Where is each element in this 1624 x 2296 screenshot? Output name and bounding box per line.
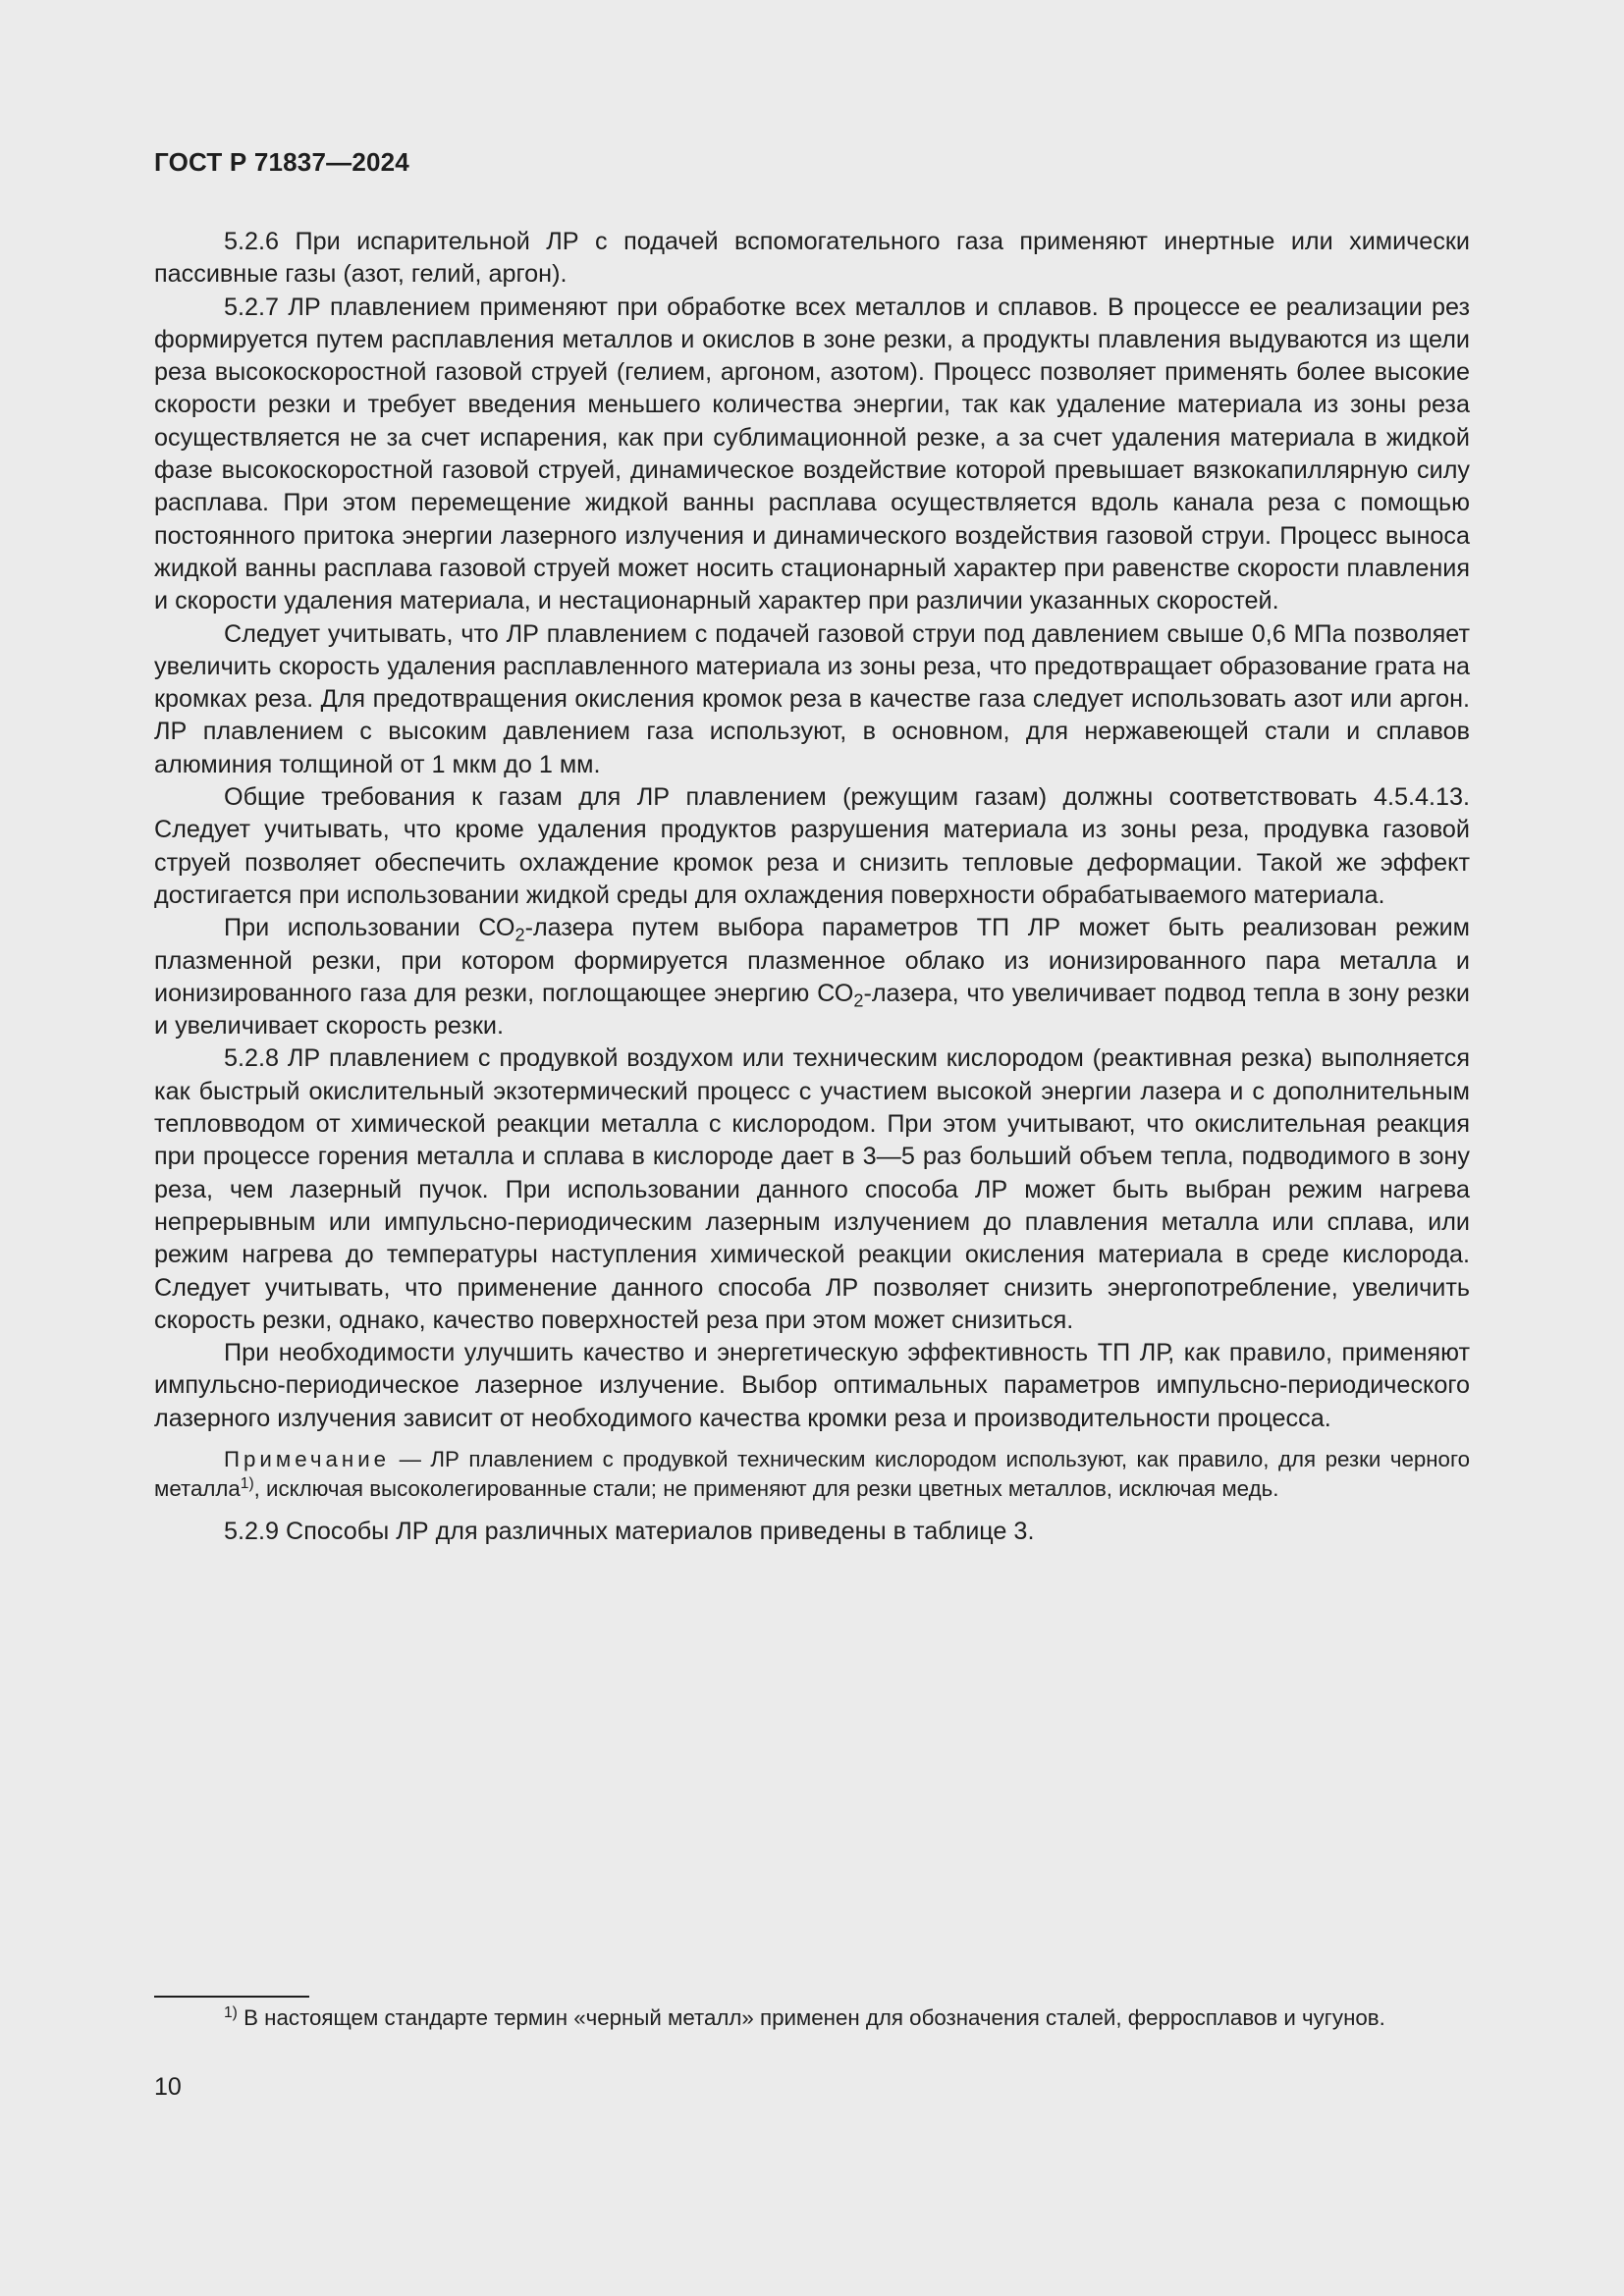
- note-text-part-1: — ЛР плавлением с продувкой техническим кислородом используют, как правило, для резки черного металла: [154, 1446, 1470, 1501]
- paragraph-5-2-7: 5.2.7 ЛР плавлением применяют при обработке всех металлов и сплавов. В процессе ее реализации рез формируется путем расплавления металлов и окислов в зоне резки, а продукты плавления выдуваются из щели реза высокоскоростной газовой струей (гелием, аргоном, азотом). Процесс позволяет применять более высокие скорости резки и требует введения меньшего количества энергии, так как удаление материала из зоны реза осуществляется не за счет испарения, как при сублимационной резке, а за счет удаления материала в жидкой фазе высокоскоростной газовой струей, динамическое воздействие которой превышает вязкокапиллярную силу расплава. При этом перемещение жидкой ванны расплава осуществляется вдоль канала реза с помощью постоянного притока энергии лазерного излучения и динамического воздействия газовой струи. Процесс выноса жидкой ванны расплава газовой струей может носить стационарный характер при равенстве скорости плавления и скорости удаления материала, и нестационарный характер при различии указанных скоростей.: [154, 293, 1470, 615]
- paragraph-5-2-6: 5.2.6 При испарительной ЛР с подачей вспомогательного газа применяют инертные или химически пассивные газы (азот, гелий, аргон).: [154, 228, 1470, 289]
- paragraph-co2-laser: [154, 912, 1470, 1042]
- co2-text-part-3: -лазера, что увеличивает подвод тепла в зону резки и увеличивает скорость резки.: [154, 979, 1470, 1041]
- document-header: ГОСТ Р 71837—2024: [154, 147, 409, 177]
- co2-subscript-2: 2: [853, 990, 864, 1011]
- footnote: [154, 2002, 1470, 2033]
- co2-text-part-1: При использовании СО: [224, 914, 515, 942]
- footnote-marker: 1): [224, 2004, 238, 2022]
- document-body: [154, 226, 1470, 1548]
- page-number: 10: [154, 2073, 182, 2101]
- paragraph-gas-requirements: Общие требования к газам для ЛР плавлением (режущим газам) должны соответствовать 4.5.4.13. Следует учитывать, что кроме удаления продуктов разрушения материала из зоны реза, продувка газовой струей позволяет обеспечить охлаждение кромок реза и снизить тепловые деформации. Такой же эффект достигается при использовании жидкой среды для охлаждения поверхности обрабатываемого материала.: [154, 783, 1470, 909]
- paragraph-gas-pressure: Следует учитывать, что ЛР плавлением с подачей газовой струи под давлением свыше 0,6 МПа позволяет увеличить скорость удаления расплавленного материала из зоны реза, что предотвращает образование грата на кромках реза. Для предотвращения окисления кромок реза в качестве газа следует использовать азот или аргон. ЛР плавлением с высоким давлением газа используют, в основном, для нержавеющей стали и сплавов алюминия толщиной от 1 мкм до 1 мм.: [154, 619, 1470, 778]
- note: [154, 1445, 1470, 1504]
- paragraph-5-2-8: 5.2.8 ЛР плавлением с продувкой воздухом или техническим кислородом (реактивная резка) выполняется как быстрый окислительный экзотермический процесс с участием высокой энергии лазера и с дополнительным тепловводом от химической реакции металла с кислородом. При этом учитывают, что окислительная реакция при процессе горения металла и сплава в кислороде дает в 3—5 раз больший объем тепла, подводимого в зону реза, чем лазерный пучок. При использовании данного способа ЛР может быть выбран режим нагрева непрерывным или импульсно-периодическим лазерным излучением до плавления металла или сплава, или режим нагрева до температуры наступления химической реакции окисления материала в среде кислорода. Следует учитывать, что применение данного способа ЛР позволяет снизить энергопотребление, увеличить скорость резки, однако, качество поверхностей реза при этом может снизиться.: [154, 1044, 1470, 1334]
- paragraph-pulse-mode: При необходимости улучшить качество и энергетическую эффективность ТП ЛР, как правило, применяют импульсно-периодическое лазерное излучение. Выбор оптимальных параметров импульсно-периодического лазерного излучения зависит от необходимого качества кромки реза и производительности процесса.: [154, 1339, 1470, 1432]
- co2-text-part-2: -лазера путем выбора параметров ТП ЛР может быть реализован режим плазменной резки, при котором формируется плазменное облако из ионизированного пара металла и ионизированного газа для резки, поглощающее энергию СО: [154, 914, 1471, 1007]
- co2-subscript-1: 2: [514, 925, 525, 945]
- footnote-separator: [154, 1996, 309, 1998]
- note-label: Примечание: [224, 1446, 391, 1471]
- footnote-text: В настоящем стандарте термин «черный металл» применен для обозначения сталей, ферросплавов и чугунов.: [237, 2005, 1385, 2030]
- note-text-part-2: , исключая высоколегированные стали; не применяют для резки цветных металлов, исключая медь.: [253, 1475, 1279, 1501]
- footnote-reference: 1): [240, 1475, 254, 1493]
- paragraph-5-2-9: 5.2.9 Способы ЛР для различных материалов приведены в таблице 3.: [224, 1517, 1035, 1545]
